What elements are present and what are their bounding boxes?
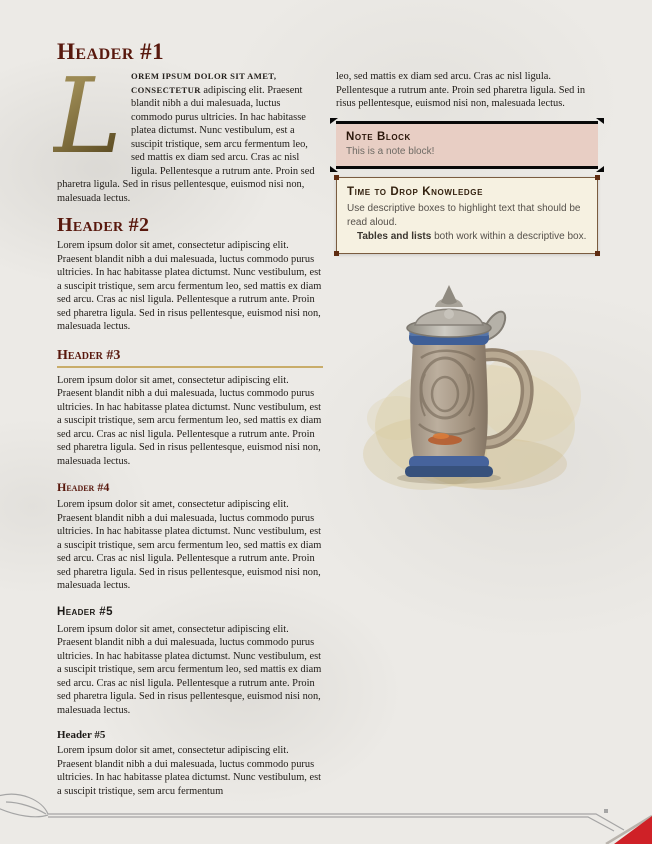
corner-dot-icon — [595, 251, 600, 256]
footer-ornament — [0, 792, 652, 844]
note-corner-wing-icon — [596, 166, 604, 172]
corner-dot-icon — [334, 175, 339, 180]
descriptive-box — [336, 177, 598, 254]
note-corner-wing-icon — [596, 118, 604, 124]
beer-stein-svg — [347, 278, 587, 493]
body-paragraph: Lorem ipsum dolor sit amet, consectetur adipiscing elit. Praesent blandit nibh a dui malesuada, luctus commodo purus ultricies. In hac habitasse platea dictumst. Nunc vestibulum, est a suscipit tristique, sem arcu fermentum leo, sed mattis ex diam sed arcu. Cras ac nisl ligula. Pellentesque a rutrum ante. Proin sed pharetra ligula. Sed in risus pellentesque, euismod nisi non, malesuada lectus. — [57, 374, 322, 467]
beer-stein-illustration — [336, 278, 598, 498]
lead-body-text: adipiscing elit. Praesent blandit nibh a dui malesuada, luctus commodo purus ultricies. In hac habitasse platea dictumst. Nunc vestibulum, est a suscipit tristique, sem arcu fermentum leo, sed mattis ex diam sed arcu. Cras ac nisl ligula. Pellentesque a rutrum ante. Proin sed pharetra ligula. Sed in risus pellentesque, euismod nisi non, malesuada lectus. — [57, 84, 315, 204]
note-block — [336, 121, 598, 169]
page-corner-triangle — [614, 816, 652, 844]
descriptive-box-line2 — [347, 230, 587, 244]
section-header-4: Header #4 — [57, 480, 110, 494]
descriptive-box-line2-rest: both work within a descriptive box. — [431, 230, 587, 242]
corner-dot-icon — [595, 175, 600, 180]
note-body: This is a note block! — [346, 145, 435, 157]
section-header-3: Header #3 — [57, 348, 323, 368]
continuation-paragraph: leo, sed mattis ex diam sed arcu. Cras ac nisl ligula. Pellentesque a rutrum ante. Proin sed pharetra ligula. Sed in risus pellentesque, euismod nisi non, malesuada lectus. — [336, 71, 586, 109]
right-column — [336, 70, 598, 498]
intro-paragraph — [53, 55, 323, 205]
descriptive-box-title: Time to Drop Knowledge — [347, 185, 484, 198]
section-header-5: Header #5 — [57, 605, 113, 618]
body-paragraph: Lorem ipsum dolor sit amet, consectetur adipiscing elit. Praesent blandit nibh a dui malesuada, luctus commodo purus ultricies. In hac habitasse platea dictumst. Nunc vestibulum, est a suscipit tristique, sem arcu fermentum leo, sed mattis ex diam sed arcu. Cras ac nisl ligula. Pellentesque a rutrum ante. Proin sed pharetra ligula. Sed in risus pellentesque, euismod nisi non, malesuada lectus. — [57, 499, 322, 591]
corner-dot-icon — [334, 251, 339, 256]
note-corner-wing-icon — [330, 166, 338, 172]
section-header-6: Header #5 — [57, 729, 106, 741]
note-corner-wing-icon — [330, 118, 338, 124]
body-paragraph: Lorem ipsum dolor sit amet, consectetur adipiscing elit. Praesent blandit nibh a dui malesuada, luctus commodo purus ultricies. In hac habitasse platea dictumst. Nunc vestibulum, est a suscipit tristique, sem arcu fermentum leo, sed mattis ex diam sed arcu. Cras ac nisl ligula. Pellentesque a rutrum ante. Proin sed pharetra ligula. Sed in risus pellentesque, euismod nisi non, malesuada lectus. — [57, 623, 322, 716]
left-column — [53, 39, 323, 800]
body-paragraph-truncated: Lorem ipsum dolor sit amet, consectetur adipiscing elit. Praesent blandit nibh a dui malesuada, luctus commodo purus ultricies. In hac habitasse platea dictumst. Nunc vestibulum, est a suscipit tristique, sem arcu fermentum — [57, 745, 322, 797]
lead-smallcaps-text: OREM IPSUM DOLOR SIT AMET, CONSECTETUR — [131, 71, 277, 95]
descriptive-box-bold-text: Tables and lists — [357, 230, 432, 242]
drop-cap: L — [53, 72, 125, 166]
section-header-1: Header #1 — [57, 39, 165, 64]
note-title: Note Block — [346, 130, 411, 143]
body-paragraph: Lorem ipsum dolor sit amet, consectetur adipiscing elit. Praesent blandit nibh a dui malesuada, luctus commodo purus ultricies. In hac habitasse platea dictumst. Nunc vestibulum, est a suscipit tristique, sem arcu fermentum leo, sed mattis ex diam sed arcu. Cras ac nisl ligula. Pellentesque a rutrum ante. Proin sed pharetra ligula. Sed in risus pellentesque, euismod nisi non, malesuada lectus. — [57, 240, 322, 332]
footer-square-dot-icon — [604, 809, 608, 813]
descriptive-box-line1: Use descriptive boxes to highlight text that should be read aloud. — [347, 202, 581, 228]
section-header-2: Header #2 — [57, 214, 150, 236]
